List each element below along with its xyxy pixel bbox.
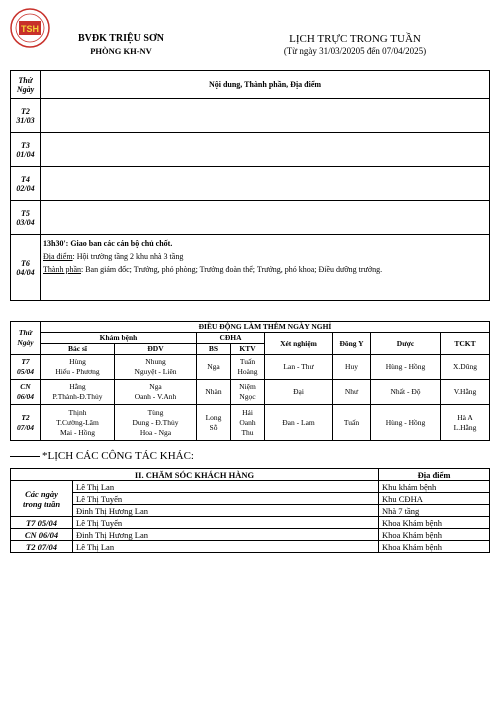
care-place: Khoa Khám bệnh <box>379 541 490 553</box>
xet-nghiem-cell: Đại <box>265 380 333 405</box>
weekday-label-line2: trong tuần <box>22 498 61 509</box>
day-header-line2: Ngày <box>17 338 34 347</box>
heading-rule <box>10 456 40 457</box>
col-tckt: TCKT <box>441 333 490 355</box>
event-title: 13h30': Giao ban các cán bộ chủ chốt. <box>43 239 173 248</box>
care-place: Khu khám bệnh <box>379 481 490 493</box>
schedule-row <box>11 99 490 133</box>
care-row <box>11 505 490 517</box>
care-day: T2 07/04 <box>11 541 73 553</box>
row-day: T4 <box>21 174 30 184</box>
row-date: 31/03 <box>16 115 35 125</box>
page-title: LỊCH TRỰC TRONG TUẦN <box>289 33 421 45</box>
bs-line: Sỗ <box>209 422 218 432</box>
care-name: Đinh Thị Hương Lan <box>73 505 379 517</box>
col-duoc: Dược <box>371 333 441 355</box>
members-text: : Ban giám đốc; Trưởng, phó phòng; Trưởng đoàn thể; Trưởng, phó khoa; Điều dưỡng trưởng. <box>81 265 383 274</box>
care-location-header: Địa điểm <box>379 469 490 481</box>
xet-nghiem-cell: Đan - Lam <box>265 405 333 441</box>
duty-day-header <box>11 322 41 355</box>
members-label: Thành phần <box>43 265 81 274</box>
customer-care-table <box>10 468 490 553</box>
duty-row <box>11 405 490 441</box>
duty-row <box>11 355 490 380</box>
bs-line: Nga <box>207 362 220 371</box>
bs-line: Nhàn <box>205 387 222 396</box>
other-tasks-title: *LỊCH CÁC CÔNG TÁC KHÁC: <box>42 450 194 462</box>
schedule-row <box>11 133 490 167</box>
day-header-line2: Ngày <box>16 84 35 94</box>
col-dong-y: Đông Y <box>333 333 371 355</box>
care-name: Lê Thị Tuyến <box>73 493 379 505</box>
care-name: Lê Thị Lan <box>73 541 379 553</box>
ktv-line: Niệm <box>239 382 256 391</box>
care-name: Lê Thị Lan <box>73 481 379 493</box>
logo-text: TSH <box>21 24 39 34</box>
ktv-line: Oanh <box>239 417 256 427</box>
col-xet-nghiem: Xét nghiệm <box>265 333 333 355</box>
schedule-day-header <box>11 71 41 99</box>
bac-si-line: Hằng <box>69 382 86 391</box>
ktv-line: Hoàng <box>237 367 258 376</box>
tckt-line: V.Hằng <box>453 387 477 396</box>
care-row <box>11 481 490 493</box>
tckt-line: L.Hằng <box>453 422 477 432</box>
bs-line: Long <box>205 412 222 422</box>
col-ddv: ĐDV <box>115 344 197 355</box>
xet-nghiem-cell: Lan - Thư <box>265 355 333 380</box>
care-place: Khoa Khám bệnh <box>379 517 490 529</box>
group-kham-benh: Khám bệnh <box>41 333 197 344</box>
care-place: Khu CĐHA <box>379 493 490 505</box>
care-row <box>11 517 490 529</box>
row-day: T3 <box>21 140 30 150</box>
schedule-row <box>11 167 490 201</box>
schedule-header-row <box>11 71 490 99</box>
group-cdha: CĐHA <box>197 333 265 344</box>
row-date: 04/04 <box>16 267 35 277</box>
row-day: T6 <box>21 258 30 268</box>
ktv-line: Thu <box>241 427 254 437</box>
duty-row <box>11 380 490 405</box>
ddv-line: Nhung <box>145 357 166 366</box>
hospital-logo <box>10 8 50 48</box>
dong-y-cell: Như <box>333 380 371 405</box>
duoc-cell: Hùng - Hồng <box>371 355 441 380</box>
col-bac-si: Bác sĩ <box>41 344 115 355</box>
schedule-content-header: Nội dung, Thành phần, Địa điểm <box>41 71 490 99</box>
duty-heading: ĐIỀU ĐỘNG LÀM THÊM NGÀY NGHỈ <box>41 322 490 333</box>
schedule-content-cell <box>41 99 490 133</box>
care-heading: II. CHĂM SÓC KHÁCH HÀNG <box>11 469 379 481</box>
duoc-cell: Hùng - Hồng <box>371 405 441 441</box>
row-day: T2 <box>21 412 30 422</box>
bac-si-line: T.Cường-Lâm <box>56 417 99 427</box>
care-day: CN 06/04 <box>11 529 73 541</box>
care-name: Lê Thị Tuyến <box>73 517 379 529</box>
row-date: 03/04 <box>16 217 35 227</box>
col-ktv: KTV <box>231 344 265 355</box>
weekday-label-line1: Các ngày <box>25 488 58 499</box>
event-members <box>43 263 487 276</box>
day-header-line1: Thứ <box>18 75 33 85</box>
ktv-line: Hải <box>242 407 253 417</box>
page-subtitle: (Từ ngày 31/03/20205 đến 07/04/2025) <box>283 46 427 56</box>
bac-si-line: Hiếu - Phương <box>55 367 100 376</box>
tckt-line: Hà A <box>457 412 473 422</box>
row-date: 05/04 <box>16 367 35 376</box>
ddv-line: Nguyệt - Liên <box>134 367 177 376</box>
row-date: 02/04 <box>16 183 35 193</box>
org-name: BVĐK TRIỆU SƠN <box>78 33 164 44</box>
care-place: Khoa Khám bệnh <box>379 529 490 541</box>
row-day: T7 <box>21 357 30 366</box>
ddv-line: Oanh - V.Anh <box>134 392 177 401</box>
row-date: 01/04 <box>16 149 35 159</box>
tckt-line: X.Dũng <box>453 362 477 371</box>
schedule-row <box>11 201 490 235</box>
duoc-cell: Nhất - Độ <box>371 380 441 405</box>
dong-y-cell: Tuấn <box>333 405 371 441</box>
weekly-schedule-table <box>10 70 490 301</box>
row-day: T2 <box>21 106 30 116</box>
location-text: : Hội trường tầng 2 khu nhà 3 tầng <box>72 252 184 261</box>
schedule-content-cell <box>41 167 490 201</box>
bac-si-line: P.Thành-Đ.Thủy <box>52 392 103 401</box>
bac-si-line: Thịnh <box>68 407 87 417</box>
organization-block <box>60 33 182 57</box>
dept-name: PHÒNG KH-NV <box>90 46 152 56</box>
weekday-label <box>11 481 73 517</box>
title-block <box>210 33 500 57</box>
event-location <box>43 250 487 263</box>
ddv-line: Tùng <box>147 407 164 417</box>
holiday-duty-table <box>10 321 490 441</box>
ddv-line: Nga <box>149 382 162 391</box>
care-row <box>11 529 490 541</box>
care-place: Nhà 7 tầng <box>379 505 490 517</box>
row-day: T5 <box>21 208 30 218</box>
schedule-row <box>11 235 490 301</box>
location-label: Địa điểm <box>43 252 73 261</box>
ddv-line: Hoa - Nga <box>139 427 172 437</box>
other-tasks-heading <box>10 450 194 462</box>
bac-si-line: Hùng <box>69 357 86 366</box>
schedule-content-cell <box>41 201 490 235</box>
row-date: 06/04 <box>16 392 35 401</box>
bac-si-line: Mai - Hồng <box>60 427 95 437</box>
care-row <box>11 541 490 553</box>
ktv-line: Ngọc <box>239 392 256 401</box>
day-header-line1: Thứ <box>18 328 33 337</box>
row-date: 07/04 <box>16 422 35 432</box>
col-bs: BS <box>197 344 231 355</box>
schedule-content-cell <box>41 133 490 167</box>
care-row <box>11 493 490 505</box>
dong-y-cell: Huy <box>333 355 371 380</box>
ktv-line: Tuấn <box>239 357 256 366</box>
care-name: Đinh Thị Hương Lan <box>73 529 379 541</box>
care-day: T7 05/04 <box>11 517 73 529</box>
row-day: CN <box>20 382 31 391</box>
ddv-line: Dung - Đ.Thủy <box>132 417 179 427</box>
care-header-row <box>11 469 490 481</box>
schedule-content-cell <box>41 235 490 301</box>
